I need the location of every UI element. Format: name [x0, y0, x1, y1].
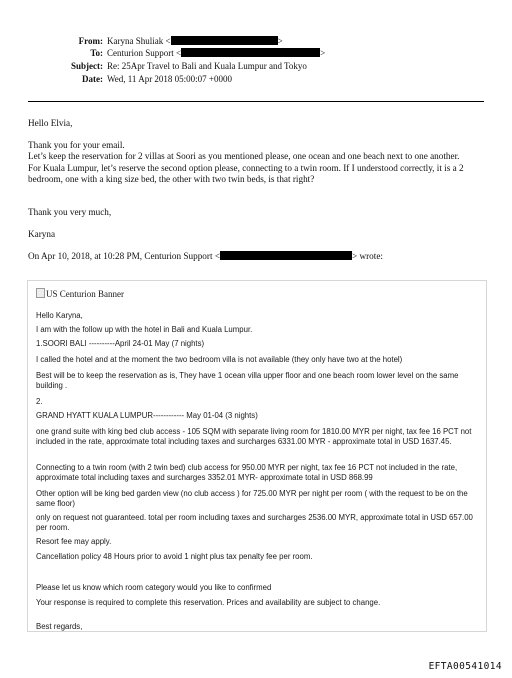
- quoted-option-2: [36, 463, 481, 483]
- quoted-villa-note: [36, 355, 481, 365]
- quoted-greeting-text: Hello Karyna,: [36, 311, 83, 320]
- from-value: [107, 36, 283, 47]
- to-value: [107, 48, 325, 59]
- quoted-intro: [36, 325, 481, 335]
- reply-greeting: [28, 118, 486, 129]
- quoted-response-required-text: Your response is required to complete this reservation. Prices and availability are subject to change.: [36, 598, 381, 607]
- quoted-keep-note: [36, 371, 481, 391]
- quoted-response-required: [36, 598, 481, 608]
- quoted-option-3b: [36, 513, 481, 533]
- quote-intro-line: [28, 251, 486, 262]
- to-label: To:: [90, 48, 103, 58]
- redacted-email: [220, 251, 352, 260]
- banner: [36, 288, 481, 300]
- reply-signature-text: Karyna: [28, 229, 56, 239]
- quoted-item-2-num: [36, 397, 481, 407]
- banner-alt-text: US Centurion Banner: [46, 289, 124, 299]
- quoted-keep-note-text: Best will be to keep the reservation as is, They have 1 ocean villa upper floor and one beach room lower level on the same building .: [36, 371, 459, 390]
- quoted-item-1: [36, 339, 481, 349]
- quoted-cancel-policy: [36, 552, 481, 562]
- subject-label: Subject:: [71, 61, 103, 71]
- reply-greeting-text: Hello Elvia,: [28, 118, 73, 128]
- quoted-intro-text: I am with the follow up with the hotel in Bali and Kuala Lumpur.: [36, 325, 253, 334]
- quoted-resort-fee: [36, 537, 481, 547]
- quoted-greeting: [36, 311, 481, 321]
- quoted-let-us-know: [36, 583, 481, 593]
- quoted-option-2-text: Connecting to a twin room (with 2 twin bed) club access for 950.00 MYR per night, tax fee 16 PCT not included in the rate, approximate total including taxes and surcharges 3352.01 MYR- approximate total in USD 868.99: [36, 463, 458, 482]
- redacted-email: [181, 48, 320, 57]
- quoted-option-3-text: Other option will be king bed garden view (no club access ) for 725.00 MYR per night per room ( with the request to be on the same floor): [36, 489, 468, 508]
- quoted-item-1-text: 1.SOORI BALI ----------April 24-01 May (7 nights): [36, 339, 205, 348]
- quote-intro: [28, 251, 486, 262]
- reply-para-soori: Let’s keep the reservation for 2 villas at Soori as you mentioned please, one ocean and one beach next to one another.: [28, 151, 460, 162]
- quoted-item-2-num-text: 2.: [36, 397, 43, 406]
- quote-intro-start: On Apr 10, 2018, at 10:28 PM, Centurion Support <: [28, 251, 220, 261]
- reply-body: [28, 140, 486, 185]
- redacted-email: [171, 36, 278, 45]
- date-value: Wed, 11 Apr 2018 05:00:07 +0000: [107, 74, 233, 84]
- document-id: EFTA00541014: [428, 661, 502, 672]
- to-close: >: [320, 48, 326, 58]
- quoted-villa-note-text: I called the hotel and at the moment the two bedroom villa is not available (they only have two at the hotel): [36, 355, 403, 364]
- from-close: >: [277, 36, 283, 46]
- reply-closing: [28, 207, 486, 218]
- quoted-regards-text: Best regards,: [36, 622, 83, 631]
- subject-value: Re: 25Apr Travel to Bali and Kuala Lumpur and Tokyo: [107, 61, 307, 71]
- quote-intro-end: > wrote:: [352, 251, 383, 261]
- quoted-item-2-text: GRAND HYATT KUALA LUMPUR------------ May 01-04 (3 nights): [36, 411, 258, 420]
- reply-para-kl: For Kuala Lumpur, let’s reserve the second option please, connecting to a twin room. If I understood correctly, it is a 2 bedroom, one with a king size bed, the other with two twin beds, is that right?: [28, 162, 464, 184]
- date-label: Date:: [82, 74, 103, 84]
- reply-signature: [28, 229, 486, 240]
- banner-line: [36, 288, 481, 300]
- to-name: Centurion Support <: [107, 48, 182, 58]
- header-divider: [28, 101, 484, 102]
- quoted-option-1-text: one grand suite with king bed club access - 105 SQM with separate living room for 1810.00 MYR per night, tax fee 16 PCT not included in the rate, approximate total including taxes and surcharges 6331.00 MYR - approximate total in USD 1637.45.: [36, 427, 472, 446]
- from-label: From:: [78, 36, 103, 46]
- quoted-item-2: [36, 411, 481, 421]
- quoted-cancel-policy-text: Cancellation policy 48 Hours prior to avoid 1 night plus tax penalty fee per room.: [36, 552, 313, 561]
- broken-image-icon: [36, 288, 45, 298]
- reply-thanks: Thank you for your email.: [28, 140, 125, 150]
- quoted-let-us-know-text: Please let us know which room category would you like to confirmed: [36, 583, 272, 592]
- reply-closing-text: Thank you very much,: [28, 207, 112, 217]
- quoted-resort-fee-text: Resort fee may apply.: [36, 537, 112, 546]
- quoted-option-3: [36, 489, 481, 509]
- from-name: Karyna Shuliak <: [107, 36, 171, 46]
- quoted-regards: [36, 622, 481, 632]
- quoted-option-3b-text: only on request not guaranteed. total per room including taxes and surcharges 2536.00 MYR, approximate total in USD 657.00 per room.: [36, 513, 473, 532]
- quoted-option-1: [36, 427, 481, 447]
